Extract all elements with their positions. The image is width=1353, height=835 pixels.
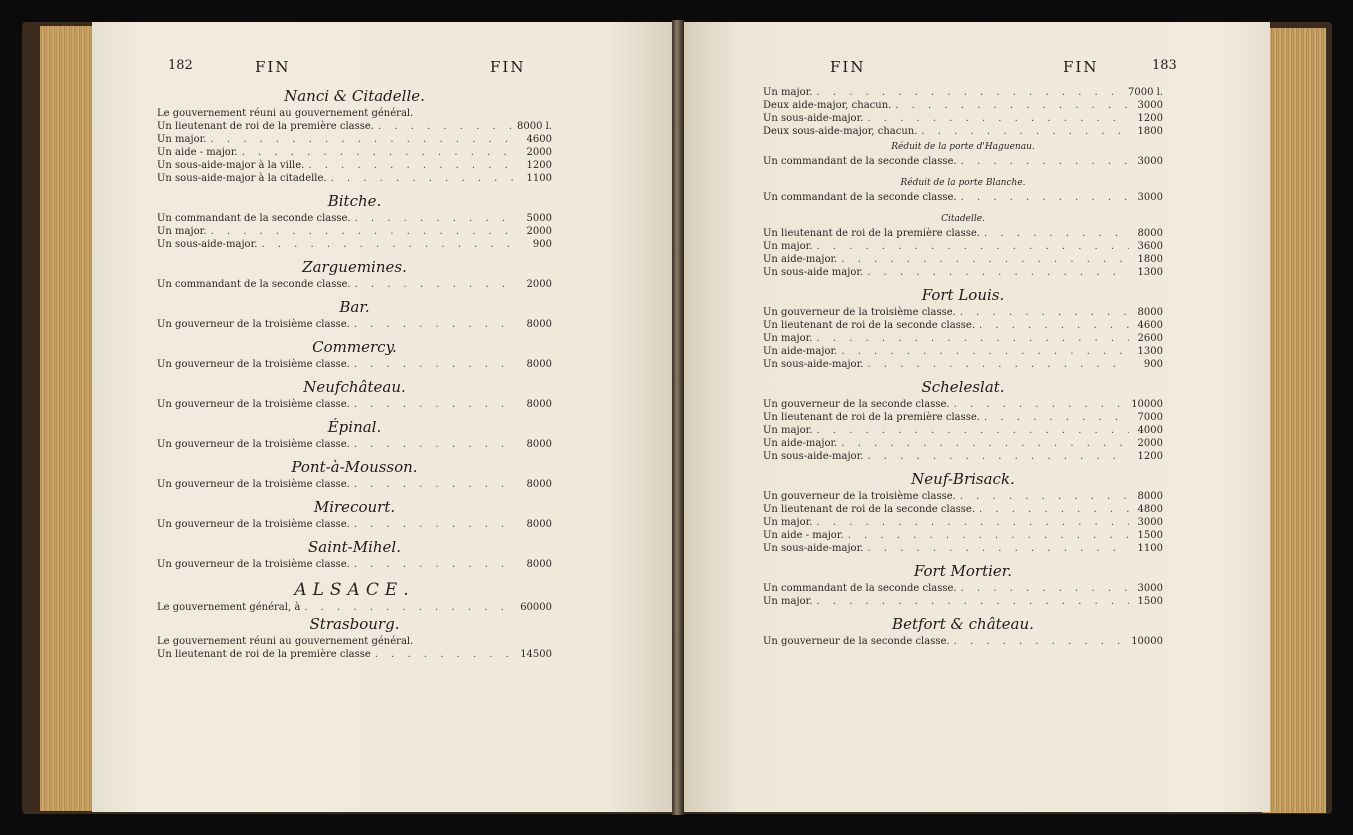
leader-dots bbox=[841, 253, 1129, 266]
entry-value: 2000 bbox=[1137, 438, 1163, 449]
leader-dots bbox=[816, 240, 1129, 253]
entry-label: Un commandant de la seconde classe. bbox=[763, 156, 957, 167]
section-title: Citadelle. bbox=[941, 214, 985, 224]
entry-label: Un major. bbox=[763, 596, 813, 607]
entry-row bbox=[763, 227, 1163, 240]
entry-row bbox=[763, 240, 1163, 253]
leader-dots bbox=[867, 266, 1129, 279]
entry-value: 2000 bbox=[526, 226, 552, 237]
entry-row bbox=[763, 516, 1163, 529]
entry-row bbox=[157, 278, 552, 291]
section-gap bbox=[157, 531, 552, 537]
entry-label: Un sous-aide-major à la citadelle. bbox=[157, 173, 327, 184]
leader-dots bbox=[355, 278, 518, 291]
entry-row bbox=[763, 266, 1163, 279]
leader-dots bbox=[841, 345, 1129, 358]
entry-label: Un gouverneur de la troisième classe. bbox=[157, 559, 350, 570]
entry-value: 8000 bbox=[526, 519, 552, 530]
leader-dots bbox=[261, 238, 518, 251]
leader-dots bbox=[354, 398, 518, 411]
left-page-number: 182 bbox=[168, 58, 193, 73]
entry-value: 14500 bbox=[520, 649, 552, 660]
section-title: Mirecourt. bbox=[313, 498, 396, 516]
entry-label: Un aide - major. bbox=[763, 530, 844, 541]
leader-dots bbox=[979, 319, 1129, 332]
entry-label: Un gouverneur de la troisième classe. bbox=[157, 359, 350, 370]
entry-value: 8000 bbox=[526, 359, 552, 370]
entry-label: Un gouverneur de la troisième classe. bbox=[157, 319, 350, 330]
entry-label: Un lieutenant de roi de la première classe. bbox=[157, 121, 374, 132]
entry-value: 4000 bbox=[1137, 425, 1163, 436]
leader-dots bbox=[867, 112, 1129, 125]
entry-label: Un lieutenant de roi de la seconde classe. bbox=[763, 504, 976, 515]
entry-value: 4800 bbox=[1137, 504, 1163, 515]
leader-dots bbox=[867, 358, 1129, 371]
entry-row bbox=[157, 238, 552, 251]
entry-value: 3600 bbox=[1137, 241, 1163, 252]
entry-row bbox=[763, 99, 1163, 112]
section-title: Scheleslat. bbox=[921, 378, 1005, 396]
entry-label: Un major. bbox=[763, 333, 813, 344]
leader-dots bbox=[961, 155, 1129, 168]
entry-label: Un gouverneur de la troisième classe. bbox=[157, 399, 350, 410]
entry-row bbox=[763, 306, 1163, 319]
leader-dots bbox=[354, 318, 518, 331]
section-gap bbox=[157, 451, 552, 457]
leader-dots bbox=[378, 120, 513, 133]
leader-dots bbox=[210, 225, 518, 238]
entry-row bbox=[157, 225, 552, 238]
entry-row bbox=[763, 529, 1163, 542]
entry-label: Un major. bbox=[763, 517, 813, 528]
section-title: Strasbourg. bbox=[309, 615, 400, 633]
entry-label: Un gouverneur de la troisième classe. bbox=[763, 491, 956, 502]
right-column bbox=[763, 86, 1163, 654]
leader-dots bbox=[960, 490, 1129, 503]
section-title: Neufchâteau. bbox=[303, 378, 406, 396]
section-gap bbox=[157, 371, 552, 377]
section-title: Nanci & Citadelle. bbox=[284, 87, 425, 105]
entry-value: 2600 bbox=[1137, 333, 1163, 344]
entry-row bbox=[763, 450, 1163, 463]
entry-value: 8000 bbox=[1137, 228, 1163, 239]
entry-value: 4600 bbox=[526, 134, 552, 145]
right-header-left: FIN bbox=[830, 58, 866, 76]
entry-row bbox=[157, 172, 552, 185]
entry-row bbox=[763, 112, 1163, 125]
entry-label: Un gouverneur de la troisième classe. bbox=[157, 519, 350, 530]
section-gap bbox=[157, 251, 552, 257]
leader-dots bbox=[979, 503, 1129, 516]
leader-dots bbox=[242, 146, 518, 159]
leader-dots bbox=[984, 227, 1129, 240]
leader-dots bbox=[816, 332, 1129, 345]
entry-value: 3000 bbox=[1137, 517, 1163, 528]
section-title: Réduit de la porte d'Haguenau. bbox=[891, 142, 1035, 152]
section-gap bbox=[763, 608, 1163, 614]
entry-row bbox=[763, 582, 1163, 595]
entry-label: Un sous-aide-major. bbox=[763, 451, 864, 462]
entry-value: 8000 bbox=[526, 319, 552, 330]
entry-label: Un sous-aide-major à la ville. bbox=[157, 160, 305, 171]
entry-row bbox=[763, 125, 1163, 138]
entry-row bbox=[763, 319, 1163, 332]
leader-dots bbox=[816, 86, 1124, 99]
entry-label: Un commandant de la seconde classe. bbox=[763, 192, 957, 203]
book-gutter bbox=[672, 20, 684, 815]
entry-row bbox=[157, 133, 552, 146]
section-gap bbox=[157, 185, 552, 191]
entry-value: 5000 bbox=[526, 213, 552, 224]
entry-value: 1100 bbox=[1137, 543, 1163, 554]
entry-value: 1100 bbox=[526, 173, 552, 184]
section-title: Pont-à-Mousson. bbox=[291, 458, 418, 476]
page-edges-right bbox=[1262, 28, 1326, 813]
section-title: Réduit de la porte Blanche. bbox=[900, 178, 1026, 188]
leader-dots bbox=[867, 542, 1129, 555]
entry-value: 900 bbox=[532, 239, 552, 250]
entry-row bbox=[763, 437, 1163, 450]
right-header-right: FIN bbox=[1063, 58, 1099, 76]
entry-row bbox=[157, 518, 552, 531]
entry-value: 1500 bbox=[1137, 596, 1163, 607]
leader-dots bbox=[354, 438, 518, 451]
entry-row bbox=[763, 542, 1163, 555]
section-gap bbox=[763, 555, 1163, 561]
section-title: Betfort & château. bbox=[892, 615, 1034, 633]
entry-row bbox=[763, 503, 1163, 516]
entry-value: 1200 bbox=[1137, 113, 1163, 124]
entry-label: Un gouverneur de la troisième classe. bbox=[157, 439, 350, 450]
entry-row bbox=[157, 648, 552, 661]
entry-label: Un commandant de la seconde classe. bbox=[157, 279, 351, 290]
leader-dots bbox=[961, 582, 1129, 595]
entry-label: Un sous-aide-major. bbox=[763, 113, 864, 124]
entry-label: Un lieutenant de roi de la seconde classe. bbox=[763, 320, 976, 331]
entry-row bbox=[763, 155, 1163, 168]
entry-label: Un major. bbox=[157, 226, 207, 237]
entry-row bbox=[763, 424, 1163, 437]
entry-value: 10000 bbox=[1131, 636, 1163, 647]
section-gap bbox=[157, 411, 552, 417]
entry-label: Un sous-aide-major. bbox=[763, 359, 864, 370]
section-title: Bar. bbox=[339, 298, 370, 316]
entry-value: 3000 bbox=[1137, 100, 1163, 111]
section-gap bbox=[763, 463, 1163, 469]
entry-label: Un aide - major. bbox=[157, 147, 238, 158]
entry-row bbox=[763, 191, 1163, 204]
entry-row bbox=[763, 398, 1163, 411]
leader-dots bbox=[375, 648, 516, 661]
leader-dots bbox=[304, 601, 516, 614]
leader-dots bbox=[354, 558, 518, 571]
entry-label: Un lieutenant de roi de la première classe. bbox=[763, 228, 980, 239]
entry-label: Un major. bbox=[763, 87, 813, 98]
entry-value: 8000 bbox=[526, 479, 552, 490]
entry-row bbox=[157, 212, 552, 225]
section-title: Fort Louis. bbox=[921, 286, 1005, 304]
leader-dots bbox=[867, 450, 1129, 463]
entry-value: 3000 bbox=[1137, 192, 1163, 203]
entry-value: 1800 bbox=[1137, 254, 1163, 265]
entry-row bbox=[157, 398, 552, 411]
entry-row bbox=[157, 120, 552, 133]
entry-row bbox=[763, 253, 1163, 266]
left-header-right: FIN bbox=[490, 58, 526, 76]
entry-label: Un sous-aide-major. bbox=[763, 543, 864, 554]
entry-value: 900 bbox=[1143, 359, 1163, 370]
leader-dots bbox=[355, 212, 518, 225]
entry-row bbox=[157, 358, 552, 371]
entry-row bbox=[763, 345, 1163, 358]
leader-dots bbox=[848, 529, 1129, 542]
entry-row bbox=[157, 146, 552, 159]
leader-dots bbox=[984, 411, 1129, 424]
section-gap bbox=[763, 648, 1163, 654]
entry-row bbox=[157, 478, 552, 491]
entry-row bbox=[157, 558, 552, 571]
entry-row bbox=[157, 601, 552, 614]
section-gap bbox=[157, 331, 552, 337]
entry-label: Un major. bbox=[157, 134, 207, 145]
entry-row bbox=[157, 318, 552, 331]
leader-dots bbox=[816, 595, 1129, 608]
leader-dots bbox=[954, 635, 1128, 648]
entry-value: 8000 l. bbox=[516, 121, 552, 132]
leader-dots bbox=[331, 172, 518, 185]
section-title: Neuf-Brisack. bbox=[911, 470, 1015, 488]
entry-value: 7000 l. bbox=[1127, 87, 1163, 98]
entry-value: 1200 bbox=[526, 160, 552, 171]
entry-label: Un gouverneur de la seconde classe. bbox=[763, 636, 950, 647]
section-gap bbox=[763, 279, 1163, 285]
leader-dots bbox=[895, 99, 1129, 112]
entry-label: Un sous-aide-major. bbox=[157, 239, 258, 250]
entry-label: Un commandant de la seconde classe. bbox=[763, 583, 957, 594]
section-note: Le gouvernement réuni au gouvernement général. bbox=[157, 108, 414, 119]
section-gap bbox=[763, 204, 1163, 210]
entry-row bbox=[763, 411, 1163, 424]
leader-dots bbox=[210, 133, 518, 146]
entry-value: 7000 bbox=[1137, 412, 1163, 423]
entry-label: Un gouverneur de la troisième classe. bbox=[763, 307, 956, 318]
entry-value: 8000 bbox=[526, 399, 552, 410]
leader-dots bbox=[354, 518, 518, 531]
entry-value: 3000 bbox=[1137, 156, 1163, 167]
entry-row bbox=[157, 438, 552, 451]
section-title: Fort Mortier. bbox=[913, 562, 1013, 580]
entry-value: 1500 bbox=[1137, 530, 1163, 541]
entry-label: Un gouverneur de la troisième classe. bbox=[157, 479, 350, 490]
section-title: Zarguemines. bbox=[302, 258, 407, 276]
right-page-number: 183 bbox=[1152, 58, 1177, 73]
leader-dots bbox=[354, 358, 518, 371]
entry-row bbox=[763, 358, 1163, 371]
entry-value: 60000 bbox=[520, 602, 552, 613]
entry-value: 8000 bbox=[526, 559, 552, 570]
section-title: Bitche. bbox=[327, 192, 382, 210]
leader-dots bbox=[921, 125, 1129, 138]
entry-label: Un lieutenant de roi de la première classe bbox=[157, 649, 371, 660]
leader-dots bbox=[308, 159, 518, 172]
province-title: ALSACE. bbox=[294, 580, 415, 600]
leader-dots bbox=[816, 516, 1129, 529]
entry-label: Un lieutenant de roi de la première classe. bbox=[763, 412, 980, 423]
entry-row bbox=[763, 635, 1163, 648]
section-note: Le gouvernement réuni au gouvernement général. bbox=[157, 636, 414, 647]
entry-row bbox=[157, 159, 552, 172]
section-gap bbox=[763, 168, 1163, 174]
leader-dots bbox=[816, 424, 1129, 437]
entry-label: Un aide-major. bbox=[763, 346, 838, 357]
entry-value: 4600 bbox=[1137, 320, 1163, 331]
leader-dots bbox=[960, 306, 1129, 319]
leader-dots bbox=[841, 437, 1129, 450]
section-gap bbox=[763, 371, 1163, 377]
entry-label: Un sous-aide major. bbox=[763, 267, 864, 278]
entry-label: Deux aide-major, chacun. bbox=[763, 100, 892, 111]
entry-label: Un commandant de la seconde classe. bbox=[157, 213, 351, 224]
entry-row bbox=[763, 332, 1163, 345]
entry-value: 1300 bbox=[1137, 346, 1163, 357]
leader-dots bbox=[354, 478, 518, 491]
leader-dots bbox=[954, 398, 1128, 411]
section-gap bbox=[157, 491, 552, 497]
entry-value: 8000 bbox=[1137, 491, 1163, 502]
entry-row bbox=[763, 595, 1163, 608]
entry-value: 8000 bbox=[1137, 307, 1163, 318]
entry-label: Un major. bbox=[763, 241, 813, 252]
page-edges-left bbox=[40, 26, 100, 811]
entry-value: 10000 bbox=[1131, 399, 1163, 410]
entry-label: Un aide-major. bbox=[763, 438, 838, 449]
section-gap bbox=[157, 571, 552, 577]
entry-label: Le gouvernement général, à bbox=[157, 602, 301, 613]
entry-label: Un aide-major. bbox=[763, 254, 838, 265]
section-gap bbox=[157, 291, 552, 297]
entry-value: 2000 bbox=[526, 279, 552, 290]
entry-value: 1800 bbox=[1137, 126, 1163, 137]
entry-value: 3000 bbox=[1137, 583, 1163, 594]
entry-value: 1200 bbox=[1137, 451, 1163, 462]
section-title: Épinal. bbox=[327, 418, 382, 436]
leader-dots bbox=[961, 191, 1129, 204]
section-title: Saint-Mihel. bbox=[307, 538, 402, 556]
entry-label: Un major. bbox=[763, 425, 813, 436]
entry-row bbox=[763, 490, 1163, 503]
entry-value: 8000 bbox=[526, 439, 552, 450]
entry-value: 1300 bbox=[1137, 267, 1163, 278]
section-title: Commercy. bbox=[312, 338, 397, 356]
entry-row bbox=[763, 86, 1163, 99]
entry-value: 2000 bbox=[526, 147, 552, 158]
left-column bbox=[157, 86, 552, 661]
entry-label: Un gouverneur de la seconde classe. bbox=[763, 399, 950, 410]
entry-label: Deux sous-aide-major, chacun. bbox=[763, 126, 918, 137]
left-header-left: FIN bbox=[255, 58, 291, 76]
